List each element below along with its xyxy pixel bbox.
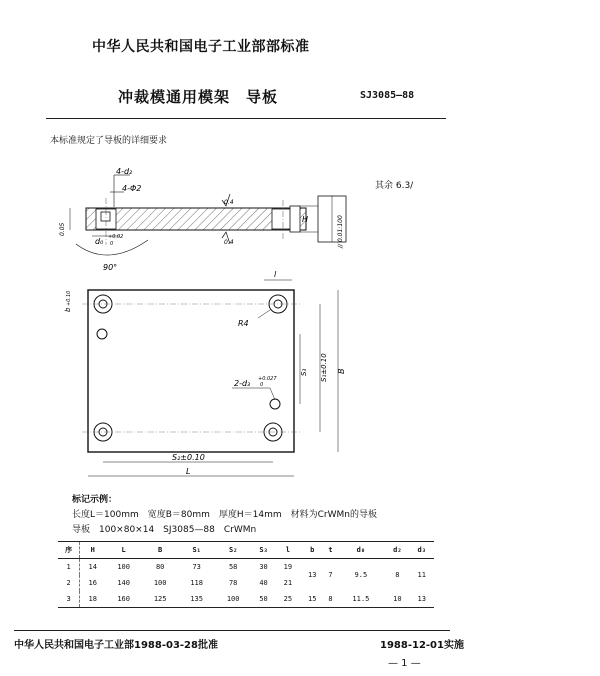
label-2d3: 2-d₃ — [234, 379, 251, 388]
implementation-date: 1988-12-01实施 — [380, 640, 464, 651]
footer-rule — [14, 630, 450, 631]
col-s2: S₂ — [228, 546, 238, 554]
table-cell: 100 — [226, 595, 240, 603]
standard-title: 冲裁模通用模架 导板 — [118, 88, 279, 106]
table-cell: 2 — [58, 575, 80, 591]
table-cell: 100 — [153, 579, 167, 587]
table-cell: 13 — [308, 571, 317, 579]
label-2d3-tol2: 0 — [260, 382, 264, 388]
col-l-small: l — [285, 546, 290, 554]
table-cell: 11.5 — [352, 595, 370, 603]
label-L: L — [186, 467, 191, 476]
table-row — [58, 559, 434, 576]
label-h: H — [302, 215, 309, 224]
approval-line: 中华人民共和国电子工业部1988-03-28批准 — [14, 640, 218, 651]
label-rough-top: 0.4 — [224, 199, 234, 206]
col-seq: 序 — [58, 542, 80, 559]
spec-table — [58, 541, 434, 608]
table-cell: 16 — [88, 579, 97, 587]
table-cell: 8 — [328, 595, 333, 603]
table-cell: 3 — [58, 591, 80, 608]
col-d2: d₂ — [393, 546, 402, 554]
label-s3: S₃ — [300, 368, 308, 376]
table-cell: 8 — [395, 571, 400, 579]
label-4phi2: 4-Φ2 — [122, 184, 142, 193]
label-s1: S₁±0.10 — [320, 353, 328, 382]
label-rough-bottom: 0.4 — [224, 239, 234, 246]
example-line-2: 导板 100×80×14 SJ3085—88 CrWMn — [72, 525, 257, 535]
label-d0-tol: +0.02 — [108, 234, 124, 240]
label-B: B — [337, 368, 346, 374]
col-s3: S₃ — [259, 546, 268, 554]
table-cell: 118 — [190, 579, 203, 587]
label-tolerance: // 0.01:100 — [337, 215, 344, 248]
table-cell: 11 — [417, 571, 426, 579]
table-header-row — [58, 542, 434, 559]
col-s1: S₁ — [192, 546, 201, 554]
label-4d2: 4-d₂ — [116, 167, 133, 176]
table-cell: 50 — [259, 595, 268, 603]
table-cell: 10 — [393, 595, 402, 603]
table-cell: 7 — [328, 571, 333, 579]
technical-drawing — [0, 150, 600, 490]
table-cell: 25 — [283, 595, 293, 603]
table-cell: 19 — [283, 563, 293, 571]
pin-hole-right — [270, 399, 280, 409]
table-cell: 13 — [417, 595, 426, 603]
plan-view — [64, 270, 346, 476]
standard-code: SJ3085—88 — [360, 90, 415, 101]
table-cell: 9.5 — [354, 571, 368, 579]
label-s2: S₂±0.10 — [172, 453, 205, 462]
example-line-1: 长度L＝100mm 宽度B＝80mm 厚度H＝14mm 材料为CrWMn的导板 — [72, 510, 377, 520]
col-b: B — [158, 546, 163, 554]
header-rule — [46, 118, 446, 119]
col-b-small: b — [310, 546, 315, 554]
scope-text: 本标准规定了导板的详细要求 — [50, 136, 168, 146]
table-cell: 140 — [117, 579, 130, 587]
table-cell: 14 — [88, 563, 97, 571]
table-cell: 40 — [259, 579, 268, 587]
label-d0-tol2: 0 — [110, 241, 114, 247]
table-cell: 135 — [190, 595, 203, 603]
col-l: L — [121, 546, 126, 554]
pin-hole-left — [97, 329, 107, 339]
table-cell: 18 — [88, 595, 97, 603]
label-b: b — [64, 307, 72, 312]
page-number: — 1 — — [388, 658, 421, 669]
table-row — [58, 591, 434, 608]
label-d0: d₀ — [95, 237, 104, 246]
table-cell: 78 — [228, 579, 238, 587]
table-cell: 100 — [117, 563, 130, 571]
section-view — [59, 167, 309, 272]
table-cell: 80 — [155, 563, 165, 571]
table-cell: 73 — [192, 563, 201, 571]
roughness-note: 其余 6.3/ — [375, 181, 414, 191]
table-cell: 160 — [117, 595, 130, 603]
col-t: t — [328, 546, 333, 554]
table-cell: 125 — [153, 595, 167, 603]
label-b-tol: +0.10 — [66, 290, 72, 306]
example-heading: 标记示例： — [72, 495, 118, 505]
col-h: H — [90, 546, 95, 554]
label-l: l — [274, 270, 277, 279]
col-d0: d₀ — [356, 546, 366, 554]
table-cell: 15 — [308, 595, 317, 603]
table-cell: 30 — [259, 563, 268, 571]
table-cell: 58 — [228, 563, 238, 571]
table-cell: 1 — [58, 559, 80, 576]
label-angle: 90° — [103, 263, 118, 272]
table-cell: 21 — [283, 579, 293, 587]
col-d3: d₃ — [417, 546, 426, 554]
label-r4: R4 — [238, 319, 249, 328]
agency-header: 中华人民共和国电子工业部部标准 — [92, 39, 310, 55]
label-2d3-tol: +0.027 — [258, 376, 277, 382]
label-left-dim: 0.05 — [59, 222, 66, 236]
side-view — [290, 196, 346, 249]
